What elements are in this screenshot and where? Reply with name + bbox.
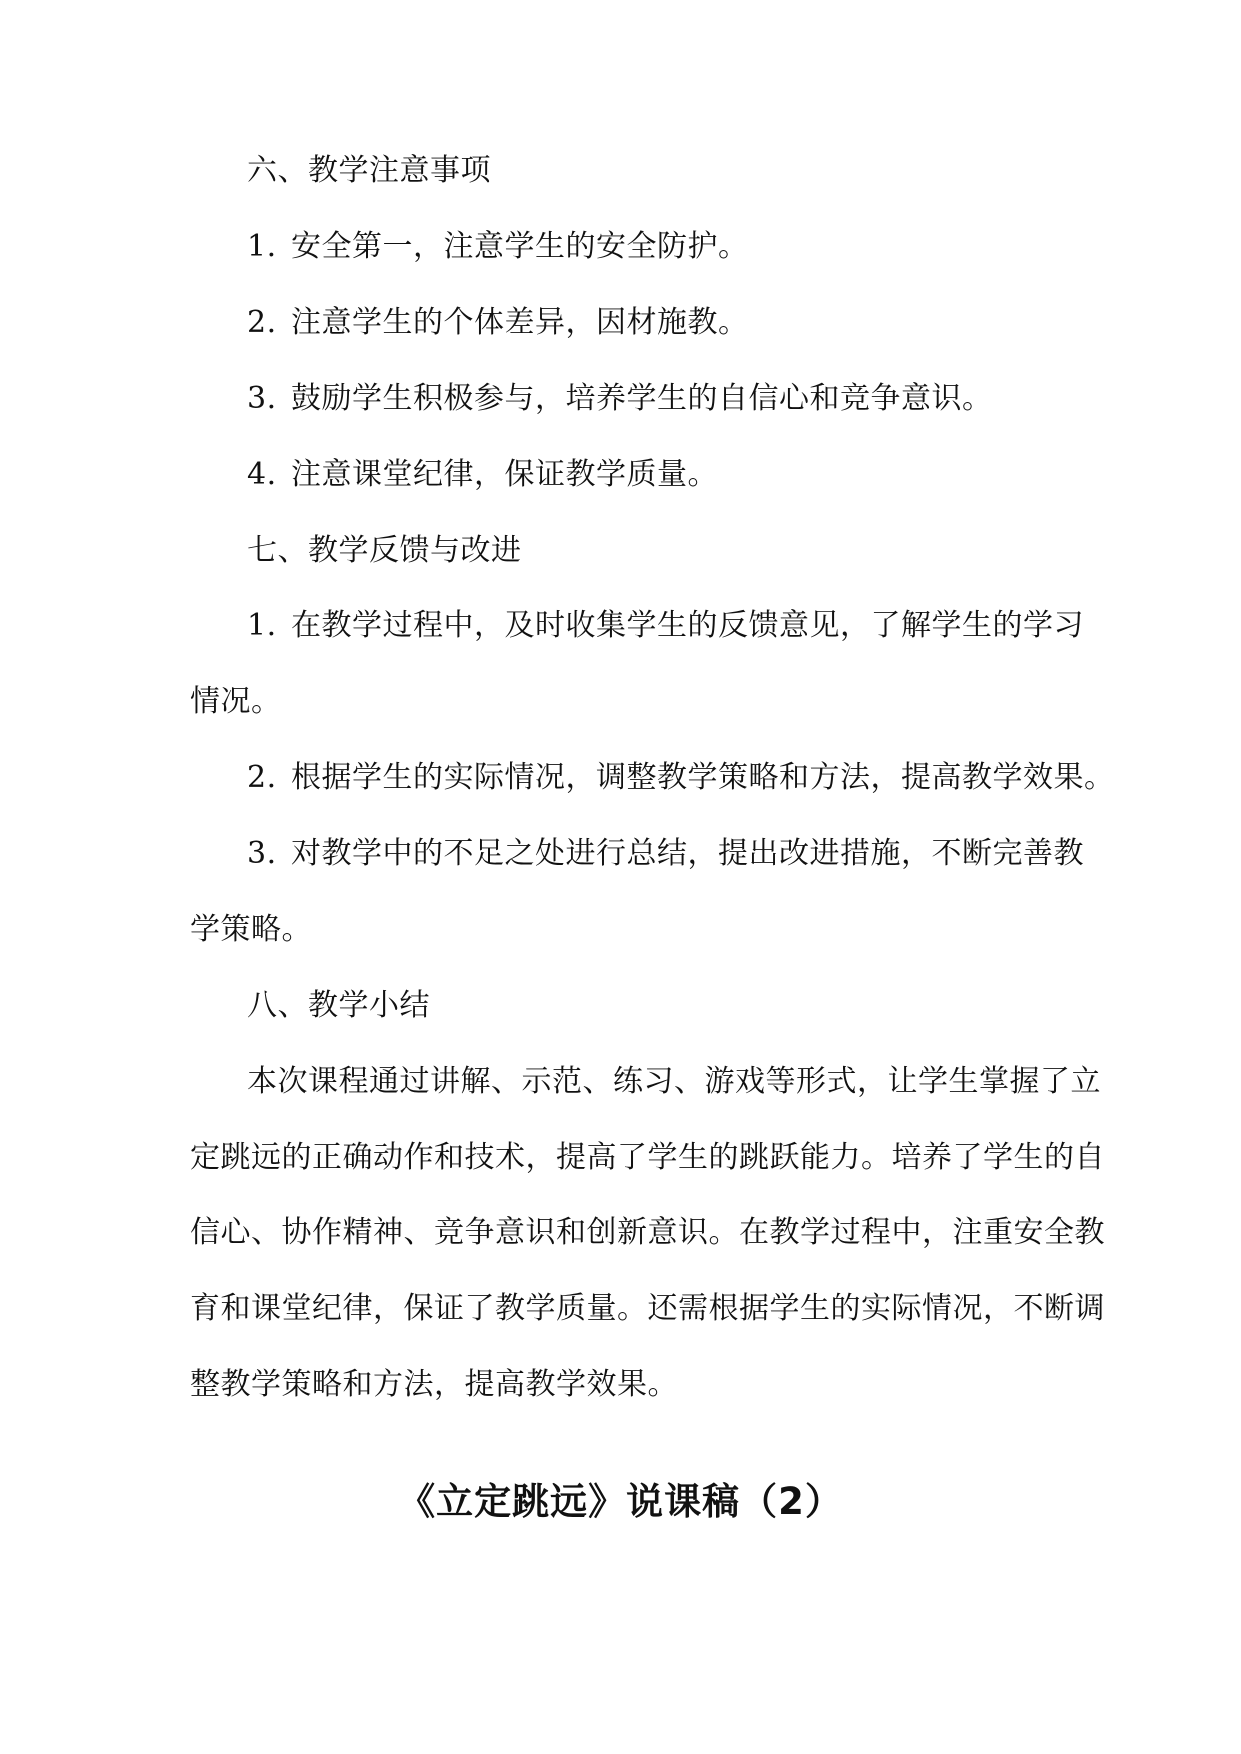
list-number: 2. [247,305,277,340]
list-number: 3. [247,836,277,871]
list-text: 注意课堂纪律，保证教学质量。 [291,457,718,492]
list-item [247,380,1070,418]
list-number: 4. [247,457,277,492]
list-text: 在教学过程中，及时收集学生的反馈意见，了解学生的学习 [291,608,1084,643]
list-text: 对教学中的不足之处进行总结，提出改进措施，不断完善教 [291,836,1084,871]
list-number: 1. [247,608,277,643]
paragraph-line: 育和课堂纪律，保证了教学质量。还需根据学生的实际情况，不断调 [190,1291,1105,1326]
list-number: 2. [247,760,277,795]
section-heading-8: 八、教学小结 [247,988,430,1023]
list-text: 安全第一，注意学生的安全防护。 [291,229,749,264]
list-number: 3. [247,381,277,416]
list-number: 1. [247,229,277,264]
paragraph-line: 本次课程通过讲解、示范、练习、游戏等形式，让学生掌握了立 [247,1064,1101,1099]
list-text: 注意学生的个体差异，因材施教。 [291,305,749,340]
paragraph-line: 整教学策略和方法，提高教学效果。 [190,1367,678,1402]
list-text: 根据学生的实际情况，调整教学策略和方法，提高教学效果。 [291,760,1115,795]
list-item-continuation: 情况。 [190,684,282,719]
list-item [247,835,1084,873]
list-item-continuation: 学策略。 [190,912,312,947]
section-heading-7: 七、教学反馈与改进 [247,533,522,568]
list-item [247,456,1070,494]
paragraph-line: 定跳远的正确动作和技术，提高了学生的跳跃能力。培养了学生的自 [190,1140,1105,1175]
list-item [247,228,1070,266]
list-item [247,304,1070,342]
list-text: 鼓励学生积极参与，培养学生的自信心和竞争意识。 [291,381,993,416]
paragraph-line: 信心、协作精神、竞争意识和创新意识。在教学过程中，注重安全教 [190,1215,1105,1250]
list-item [247,759,1115,797]
document-title: 《立定跳远》说课稿（2） [398,1480,843,1523]
list-item [247,607,1084,645]
section-heading-6: 六、教学注意事项 [247,153,491,188]
